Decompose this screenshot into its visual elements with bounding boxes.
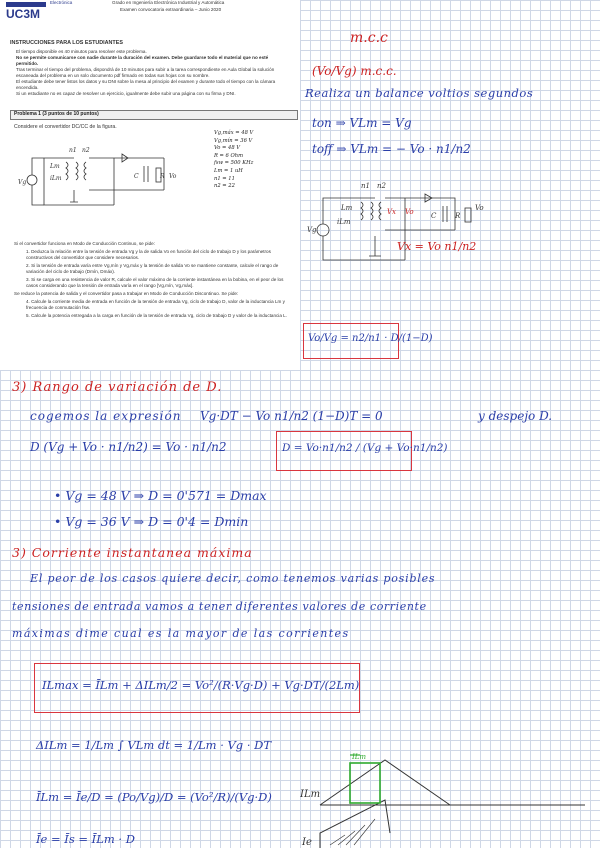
s3-text-b: Vg·DT − Vo n1/n2 (1−D)T = 0 [200, 409, 383, 423]
d-max-bullet: • Vg = 48 V ⇒ D = 0'571 = Dmax [54, 488, 267, 503]
imax-formula: ILmax = ĪLm + ΔILm/2 = Vo²/(R·Vg·D) + Vg·DT/(2Lm) [42, 678, 360, 692]
note-q2: (Vo/Vg) m.c.c. [312, 64, 397, 78]
question-block [14, 241, 288, 319]
circuit-label-n2: n2 [82, 147, 90, 154]
instruction-item: Tras terminar el tiempo del problema, dispondrá de 10 minutos para subir a la tarea correspondiente en Aula Global la solución escaneada del problema en un solo documento pdf firmado en todas sus hojas con su nombre. [16, 67, 275, 78]
exam-header-2: Examen convocatoria extraordinaria – Junio 2020 [120, 7, 222, 12]
instructions-title: INSTRUCCIONES PARA LOS ESTUDIANTES [10, 40, 123, 46]
question: 2. Si la tensión de entrada varía entre Vg,mín y Vg,máx y la tensión de salida Vo se mantiene constante, calcule el rango de variación del ciclo de trabajo (Dmín, Dmáx). [26, 263, 279, 274]
instruction-item: Si un estudiante no es capaz de resolver un ejercicio, igualmente debe subir una página con su firma y DNI. [16, 91, 236, 96]
section-4-title: 3) Corriente instantanea máxima [12, 545, 253, 560]
param: n1 = 11 [214, 175, 235, 182]
section-3-title: 3) Rango de variación de D. [12, 380, 223, 395]
circuit-label-r: R [160, 173, 165, 180]
university-logo [6, 2, 46, 21]
s3-equation: D (Vg + Vo · n1/n2) = Vo · n1/n2 [30, 440, 227, 454]
instructions-list [16, 49, 286, 97]
note-ton: ton ⇒ VLm = Vg [312, 116, 412, 130]
last-formula: Īe = Īs = ĪLm · D [36, 832, 135, 846]
hand-circuit-label-vx: Vx [387, 208, 397, 216]
hand-circuit-label-vo: Vo [475, 204, 484, 212]
problem-intro: Considere el convertidor DC/CC de la figura. [14, 124, 117, 130]
param: R = 6 Ohm [214, 152, 244, 159]
d-min-bullet: • Vg = 36 V ⇒ D = 0'4 = Dmin [54, 514, 249, 529]
question: 5. Calcule la potencia entregada a la carga en función de la tensión de entrada Vg, ciclo de trabajo D y valor de la inductancia L. [26, 313, 287, 318]
hand-circuit-label-c: C [431, 212, 437, 220]
iavg-formula: ĪLm = Īe/D = (Po/Vg)/D = (Vo²/R)/(Vg·D) [36, 790, 272, 804]
problem-title-bar [10, 110, 298, 120]
handdrawn-circuit [305, 170, 495, 280]
hand-circuit-label-vo-red: Vo [405, 208, 414, 216]
printed-circuit [14, 130, 194, 220]
question: 1. Deduzca la relación entre la tensión de entrada Vg y la de salida Vo en función del ciclo de trabajo D y los parámetros constructivos del convertidor que considere necesarios. [26, 249, 271, 260]
exam-sheet [0, 0, 300, 370]
question: 4. Calcule la corriente media de entrada en función de la tensión de entrada Vg, ciclo de trabajo D, valor de la inductancia Lm y frecuencia de conmutación fsw. [26, 299, 285, 310]
note-balance: Realiza un balance voltios segundos [305, 86, 534, 100]
hand-circuit-label-r: R [455, 212, 461, 220]
hand-circuit-label-ilm: iLm [337, 218, 351, 226]
instruction-item: El tiempo disponible es 40 minutos para resolver este problema. [16, 49, 147, 54]
problem-title: Problema 1 (3 puntos de 10 puntos) [14, 111, 99, 117]
note-mcc: m.c.c [350, 30, 388, 46]
hand-circuit-label-vg: Vg [307, 226, 317, 234]
circuit-label-lm: Lm [50, 163, 60, 170]
note-vx: Vx = Vo n1/n2 [397, 240, 477, 253]
note-ratio: Vo/Vg = n2/n1 · D/(1−D) [308, 333, 433, 344]
question: 3. Si se carga en una resistencia de valor R, calcule el valor máximo de la corriente instantánea en la bobina, en el peor de los casos considerando que la tensión de entrada varía en el rango [Vg,mín, Vg,máx]. [26, 277, 284, 288]
graph-axis-ilm: ILm [300, 789, 321, 800]
hand-circuit-label-lm: Lm [341, 204, 353, 212]
delta-formula: ΔILm = 1/Lm ∫ VLm dt = 1/Lm · Vg · DT [36, 738, 272, 752]
condition-text: Si el convertidor funciona en Modo de Conducción Continuo, se pide: [14, 241, 155, 246]
condition-text: Se reduce la potencia de salida y el convertidor pasa a trabajar en Modo de Conducción Discontinuo. Se pide: [14, 291, 239, 296]
s4-paragraph-2: tensiones de entrada vamos a tener diferentes valores de corriente [12, 600, 427, 613]
hand-circuit-label-n2: n2 [377, 182, 386, 190]
parameter-list [214, 130, 253, 191]
exam-header-1: Grado en Ingeniería Electrónica Industrial y Automática [112, 0, 225, 5]
param: Lm = 1 uH [214, 167, 243, 174]
logo-subtitle: Electrónica [50, 0, 73, 5]
circuit-label-c: C [134, 173, 139, 180]
s3-text-a: cogemos la expresión [30, 409, 182, 423]
s3-text-c: y despejo D. [478, 409, 553, 423]
param: n2 = 22 [214, 183, 235, 190]
logo-text: UC3M [6, 7, 41, 21]
current-waveform-sketch [300, 745, 590, 848]
param: Vg,mín = 36 V [214, 137, 253, 144]
circuit-label-vg: Vg [18, 179, 27, 186]
hand-circuit-label-n1: n1 [361, 182, 370, 190]
s4-paragraph-1: El peor de los casos quiere decir, como tenemos varias posibles [30, 572, 436, 585]
d-result: D = Vo·n1/n2 / (Vg + Vo·n1/n2) [282, 442, 448, 454]
graph-axis-ie: Ie [302, 837, 312, 848]
note-toff: toff ⇒ VLm = − Vo · n1/n2 [312, 142, 471, 156]
param: Vg,máx = 48 V [214, 130, 254, 136]
graph-label-ilm-avg: ILm [352, 753, 367, 761]
param: Vo = 48 V [214, 145, 241, 152]
param: fsw = 500 KHz [214, 160, 254, 167]
circuit-label-ilm: iLm [50, 175, 62, 182]
instruction-item: No se permite comunicarse con nadie durante la duración del examen. Debe guardarse todo el material que no esté permitido. [16, 55, 269, 66]
instruction-item: El estudiante debe tener listos los datos y su DNI sobre la mesa al principio del examen y durante todo el tiempo con la cámara encendida. [16, 79, 276, 90]
s4-paragraph-3: máximas dime cual es la mayor de las corrientes [12, 627, 350, 640]
circuit-label-n1: n1 [69, 147, 77, 154]
circuit-label-vo: Vo [169, 173, 177, 180]
